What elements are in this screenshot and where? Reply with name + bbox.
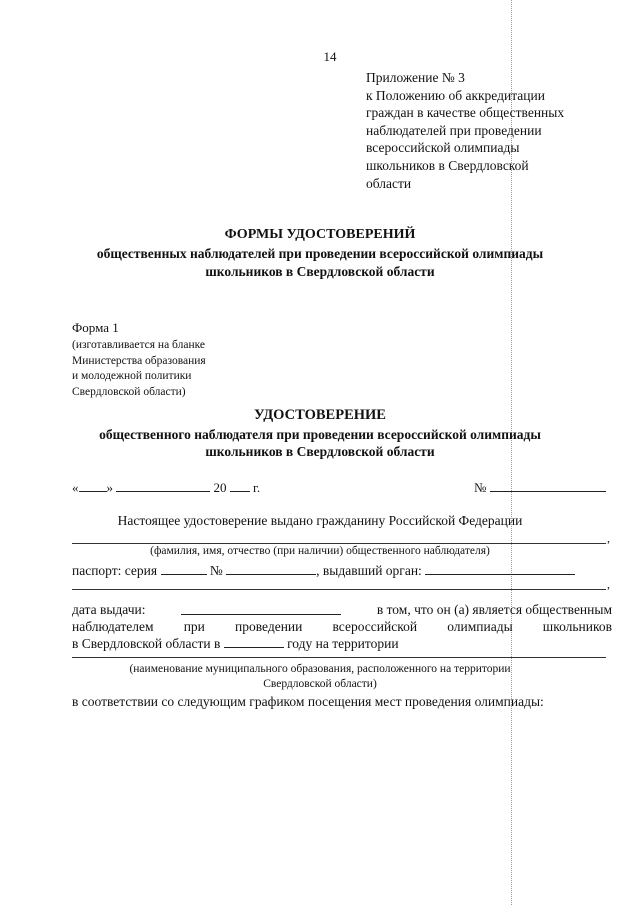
date-line	[72, 480, 260, 496]
main-heading: ФОРМЫ УДОСТОВЕРЕНИЙ	[224, 227, 416, 242]
appendix-line: всероссийской олимпиады	[366, 140, 520, 156]
certificate-number-blank[interactable]	[490, 480, 606, 492]
certificate-title: УДОСТОВЕРЕНИЕ	[254, 407, 386, 423]
justify-word: олимпиады	[447, 619, 513, 634]
date-close-quote: »	[106, 480, 113, 495]
justify-word: при	[183, 619, 205, 634]
municipality-hint-line-1: (наименование муниципального образования, расположенного на территории	[129, 663, 511, 675]
passport-issued-label: , выдавший орган:	[316, 563, 422, 578]
issue-rest: в том, что он (а) является общественным	[376, 602, 612, 617]
justify-word: наблюдателем	[72, 619, 154, 634]
issue-row	[72, 601, 612, 618]
number-label: №	[474, 480, 487, 495]
date-open-quote: «	[72, 480, 79, 495]
appendix-line: к Положению об аккредитации	[366, 87, 545, 103]
day-blank[interactable]	[79, 480, 107, 492]
appendix-line: наблюдателей при проведении	[366, 122, 542, 138]
year-blank[interactable]	[230, 480, 250, 492]
year-suffix: г.	[253, 480, 261, 495]
form-label: Форма 1	[72, 320, 119, 335]
appendix-line: Приложение № 3	[366, 70, 465, 85]
issue-paragraph	[72, 601, 612, 652]
certificate-subtitle-2: школьников в Свердловской области	[205, 444, 435, 459]
form-note	[72, 338, 206, 400]
issuer-comma: ,	[607, 577, 610, 591]
month-blank[interactable]	[116, 480, 210, 492]
region-row	[72, 635, 612, 652]
issue-date-label: дата выдачи:	[72, 602, 146, 617]
region-prefix: в Свердловской области в	[72, 636, 221, 651]
passport-series-blank[interactable]	[161, 563, 207, 575]
passport-number-blank[interactable]	[226, 563, 316, 575]
justify-word: проведении	[235, 619, 303, 634]
schedule-text: в соответствии со следующим графиком посещения мест проведения олимпиады:	[72, 694, 544, 709]
page-number: 14	[323, 49, 337, 64]
fio-comma: ,	[607, 531, 610, 545]
form-note-line: и молодежной политики	[72, 370, 192, 382]
appendix-line: школьников в Свердловской	[366, 157, 529, 173]
municipality-blank[interactable]	[72, 657, 606, 658]
region-suffix: году на территории	[287, 636, 399, 651]
municipality-hint-line-2: Свердловской области)	[263, 678, 377, 690]
form-note-line: (изготавливается на бланке	[72, 339, 206, 351]
justify-word: школьников	[542, 619, 612, 634]
passport-number-label: №	[209, 563, 223, 578]
appendix-line: области	[366, 175, 412, 191]
fio-blank[interactable]	[72, 543, 606, 544]
passport-series-label: паспорт: серия	[72, 563, 158, 578]
form-note-line: Министерства образования	[72, 354, 206, 367]
certificate-number-line	[474, 480, 606, 496]
year-period-blank[interactable]	[224, 636, 284, 648]
appendix-block	[366, 69, 564, 192]
main-heading-line-3: школьников в Свердловской области	[205, 264, 435, 279]
issue-date-blank[interactable]	[181, 603, 341, 615]
year-prefix: 20	[213, 480, 227, 495]
form-note-line: Свердловской области)	[72, 385, 186, 398]
issuer-blank-2[interactable]	[72, 589, 606, 590]
main-heading-line-2: общественных наблюдателей при проведении всероссийской олимпиады	[96, 246, 544, 261]
municipality-hint	[0, 662, 640, 692]
appendix-line: граждан в качестве общественных	[366, 105, 565, 121]
justify-word: всероссийской	[332, 619, 418, 634]
passport-issuer-blank[interactable]	[425, 563, 575, 575]
passport-line	[72, 563, 575, 579]
observer-row	[72, 618, 612, 635]
intro-text: Настоящее удостоверение выдано гражданину Российской Федерации	[117, 513, 523, 528]
fio-hint: (фамилия, имя, отчество (при наличии) общественного наблюдателя)	[150, 545, 490, 557]
certificate-subtitle-1: общественного наблюдателя при проведении всероссийской олимпиады	[99, 427, 541, 442]
